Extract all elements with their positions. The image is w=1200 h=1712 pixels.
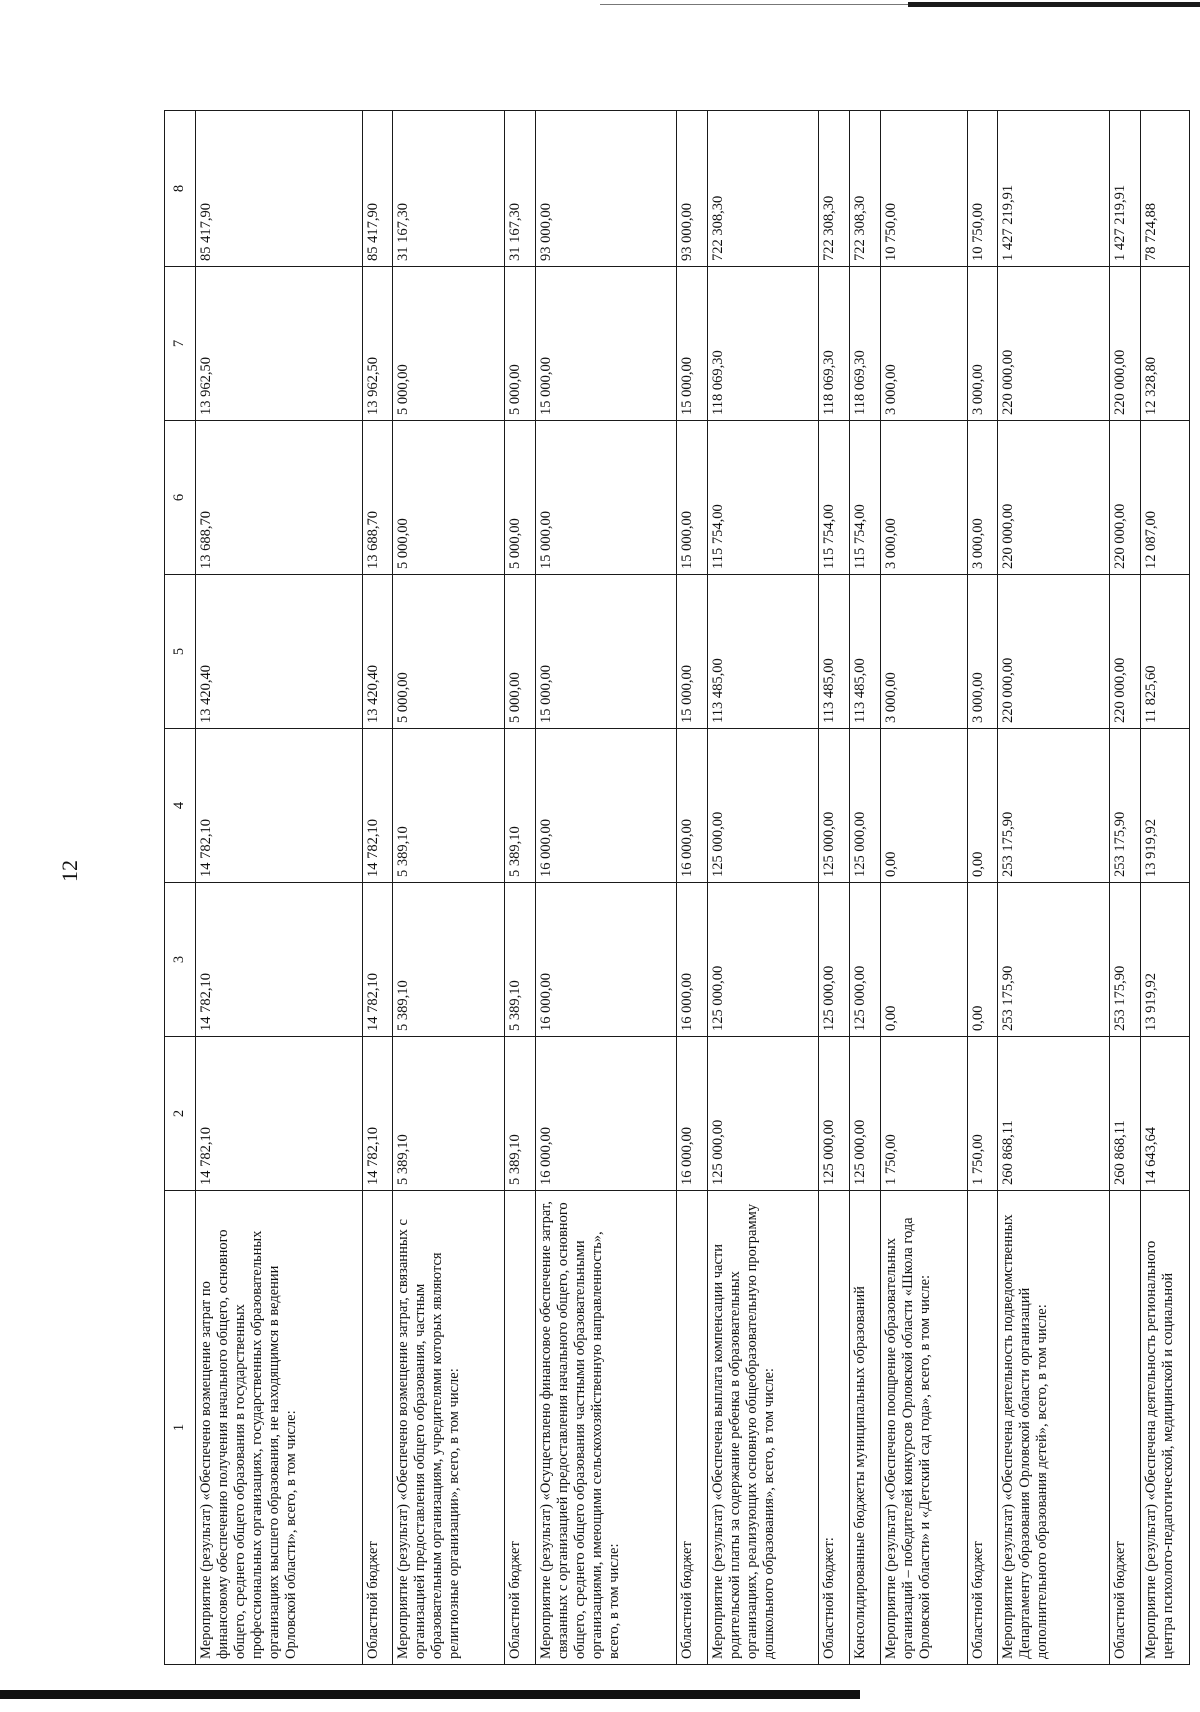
value-cell: 13 962,50 [195, 267, 362, 421]
row-label: Консолидированные бюджеты муниципальных образований [849, 1191, 880, 1665]
row-label: Областной бюджет [362, 1191, 393, 1665]
value-cell: 253 175,90 [1110, 729, 1141, 883]
column-header: 4 [165, 729, 196, 883]
value-cell: 1 427 219,91 [1110, 111, 1141, 267]
value-cell: 12 087,00 [1140, 421, 1189, 575]
value-cell: 16 000,00 [535, 729, 676, 883]
value-cell: 125 000,00 [819, 883, 850, 1037]
value-cell: 0,00 [880, 883, 967, 1037]
table-row [967, 111, 998, 1665]
value-cell: 16 000,00 [676, 729, 707, 883]
value-cell: 14 782,10 [195, 1037, 362, 1191]
value-cell: 5 389,10 [393, 1037, 505, 1191]
value-cell: 10 750,00 [967, 111, 998, 267]
value-cell: 13 919,92 [1140, 729, 1189, 883]
value-cell: 115 754,00 [819, 421, 850, 575]
table-row [880, 111, 967, 1665]
value-cell: 722 308,30 [849, 111, 880, 267]
value-cell: 14 782,10 [362, 883, 393, 1037]
row-label: Мероприятие (результат) «Обеспечена деятельность подведомственных Департаменту образования Орловской области организаций дополнительного образования детей», всего, в том числе: [998, 1191, 1110, 1665]
value-cell: 0,00 [967, 883, 998, 1037]
rotated-table-container [164, 111, 1190, 1665]
value-cell: 260 868,11 [998, 1037, 1110, 1191]
table-row [535, 111, 676, 1665]
value-cell: 3 000,00 [967, 575, 998, 729]
row-label: Областной бюджет [505, 1191, 536, 1665]
value-cell: 3 000,00 [967, 267, 998, 421]
value-cell: 118 069,30 [849, 267, 880, 421]
value-cell: 13 919,92 [1140, 883, 1189, 1037]
value-cell: 253 175,90 [1110, 883, 1141, 1037]
value-cell: 14 643,64 [1140, 1037, 1189, 1191]
value-cell: 15 000,00 [676, 575, 707, 729]
value-cell: 253 175,90 [998, 729, 1110, 883]
value-cell: 5 000,00 [505, 421, 536, 575]
table-row [393, 111, 505, 1665]
row-label: Мероприятие (результат) «Обеспечена деятельность регионального центра психолого-педагогической, медицинской и социальной [1140, 1191, 1189, 1665]
value-cell: 16 000,00 [676, 1037, 707, 1191]
value-cell: 220 000,00 [998, 267, 1110, 421]
value-cell: 220 000,00 [1110, 267, 1141, 421]
value-cell: 0,00 [880, 729, 967, 883]
value-cell: 3 000,00 [967, 421, 998, 575]
value-cell: 115 754,00 [849, 421, 880, 575]
value-cell: 113 485,00 [849, 575, 880, 729]
value-cell: 31 167,30 [393, 111, 505, 267]
value-cell: 13 688,70 [195, 421, 362, 575]
column-header: 8 [165, 111, 196, 267]
table-row [362, 111, 393, 1665]
value-cell: 16 000,00 [535, 883, 676, 1037]
value-cell: 1 750,00 [967, 1037, 998, 1191]
value-cell: 93 000,00 [535, 111, 676, 267]
column-header: 5 [165, 575, 196, 729]
value-cell: 31 167,30 [505, 111, 536, 267]
value-cell: 15 000,00 [676, 267, 707, 421]
value-cell: 1 427 219,91 [998, 111, 1110, 267]
row-label: Областной бюджет [967, 1191, 998, 1665]
value-cell: 260 868,11 [1110, 1037, 1141, 1191]
value-cell: 93 000,00 [676, 111, 707, 267]
table-row [1140, 111, 1189, 1665]
table-row [505, 111, 536, 1665]
value-cell: 14 782,10 [195, 729, 362, 883]
value-cell: 722 308,30 [707, 111, 819, 267]
value-cell: 10 750,00 [880, 111, 967, 267]
row-label: Мероприятие (результат) «Обеспечена выплата компенсации части родительской платы за содержание ребенка в образовательных организациях, реализующих основную общеобразовательную программу дошкольного образования», всего, в том числе: [707, 1191, 819, 1665]
value-cell: 3 000,00 [880, 575, 967, 729]
value-cell: 220 000,00 [998, 421, 1110, 575]
table-row [707, 111, 819, 1665]
value-cell: 0,00 [967, 729, 998, 883]
row-label: Мероприятие (результат) «Осуществлено финансовое обеспечение затрат, связанных с организацией предоставления начального общего, основного общего, среднего общего образования частными образовательными организациями, имеющими сельскохозяйственную направленность», всего, в том числе: [535, 1191, 676, 1665]
value-cell: 125 000,00 [707, 1037, 819, 1191]
value-cell: 16 000,00 [676, 883, 707, 1037]
value-cell: 16 000,00 [535, 1037, 676, 1191]
value-cell: 15 000,00 [535, 575, 676, 729]
value-cell: 15 000,00 [535, 267, 676, 421]
value-cell: 125 000,00 [849, 1037, 880, 1191]
row-label: Мероприятие (результат) «Обеспечено возмещение затрат, связанных с организацией предоставления общего образования, частным образовательным организациям, учредителями которых являются религиозные организации», всего, в том числе: [393, 1191, 505, 1665]
value-cell: 125 000,00 [707, 729, 819, 883]
budget-table [164, 110, 1190, 1665]
value-cell: 220 000,00 [1110, 575, 1141, 729]
value-cell: 1 750,00 [880, 1037, 967, 1191]
table-row [195, 111, 362, 1665]
value-cell: 85 417,90 [195, 111, 362, 267]
value-cell: 15 000,00 [535, 421, 676, 575]
value-cell: 113 485,00 [707, 575, 819, 729]
header-row [165, 111, 196, 1665]
page-number: 12 [57, 860, 82, 882]
row-label: Мероприятие (результат) «Обеспечено возмещение затрат по финансовому обеспечению получения начального общего, основного общего, среднего общего образования в государственных профессиональных организациях, государственных образовательных организациях высшего образования, не находящимся в ведении Орловской области», всего, в том числе: [195, 1191, 362, 1665]
column-header: 2 [165, 1037, 196, 1191]
value-cell: 5 389,10 [505, 729, 536, 883]
value-cell: 125 000,00 [849, 729, 880, 883]
value-cell: 13 420,40 [362, 575, 393, 729]
table-row [849, 111, 880, 1665]
value-cell: 78 724,88 [1140, 111, 1189, 267]
table-row [676, 111, 707, 1665]
value-cell: 125 000,00 [819, 1037, 850, 1191]
value-cell: 5 389,10 [393, 883, 505, 1037]
value-cell: 125 000,00 [819, 729, 850, 883]
value-cell: 5 000,00 [505, 267, 536, 421]
table-row [998, 111, 1110, 1665]
value-cell: 5 389,10 [393, 729, 505, 883]
value-cell: 118 069,30 [819, 267, 850, 421]
value-cell: 220 000,00 [998, 575, 1110, 729]
value-cell: 5 389,10 [505, 1037, 536, 1191]
column-header: 6 [165, 421, 196, 575]
value-cell: 14 782,10 [362, 1037, 393, 1191]
value-cell: 5 389,10 [505, 883, 536, 1037]
value-cell: 13 688,70 [362, 421, 393, 575]
table-row [819, 111, 850, 1665]
value-cell: 722 308,30 [819, 111, 850, 267]
scan-artifact-top [908, 2, 1200, 7]
value-cell: 13 420,40 [195, 575, 362, 729]
value-cell: 125 000,00 [707, 883, 819, 1037]
value-cell: 118 069,30 [707, 267, 819, 421]
table-row [1110, 111, 1141, 1665]
value-cell: 253 175,90 [998, 883, 1110, 1037]
value-cell: 3 000,00 [880, 421, 967, 575]
value-cell: 14 782,10 [195, 883, 362, 1037]
column-header: 7 [165, 267, 196, 421]
value-cell: 14 782,10 [362, 729, 393, 883]
value-cell: 125 000,00 [849, 883, 880, 1037]
value-cell: 5 000,00 [505, 575, 536, 729]
value-cell: 5 000,00 [393, 575, 505, 729]
value-cell: 15 000,00 [676, 421, 707, 575]
column-header: 3 [165, 883, 196, 1037]
value-cell: 12 328,80 [1140, 267, 1189, 421]
row-label: Областной бюджет [676, 1191, 707, 1665]
value-cell: 85 417,90 [362, 111, 393, 267]
row-label: Областной бюджет: [819, 1191, 850, 1665]
value-cell: 3 000,00 [880, 267, 967, 421]
value-cell: 115 754,00 [707, 421, 819, 575]
value-cell: 220 000,00 [1110, 421, 1141, 575]
table-frame [164, 111, 1190, 1665]
scan-artifact-bottom [0, 1690, 860, 1699]
column-header: 1 [165, 1191, 196, 1665]
row-label: Областной бюджет [1110, 1191, 1141, 1665]
value-cell: 13 962,50 [362, 267, 393, 421]
value-cell: 5 000,00 [393, 421, 505, 575]
value-cell: 5 000,00 [393, 267, 505, 421]
row-label: Мероприятие (результат) «Обеспечено поощрение образовательных организаций – победителей конкурсов Орловской области «Школа года Орловской области» и «Детский сад года», всего, в том числе: [880, 1191, 967, 1665]
value-cell: 113 485,00 [819, 575, 850, 729]
value-cell: 11 825,60 [1140, 575, 1189, 729]
